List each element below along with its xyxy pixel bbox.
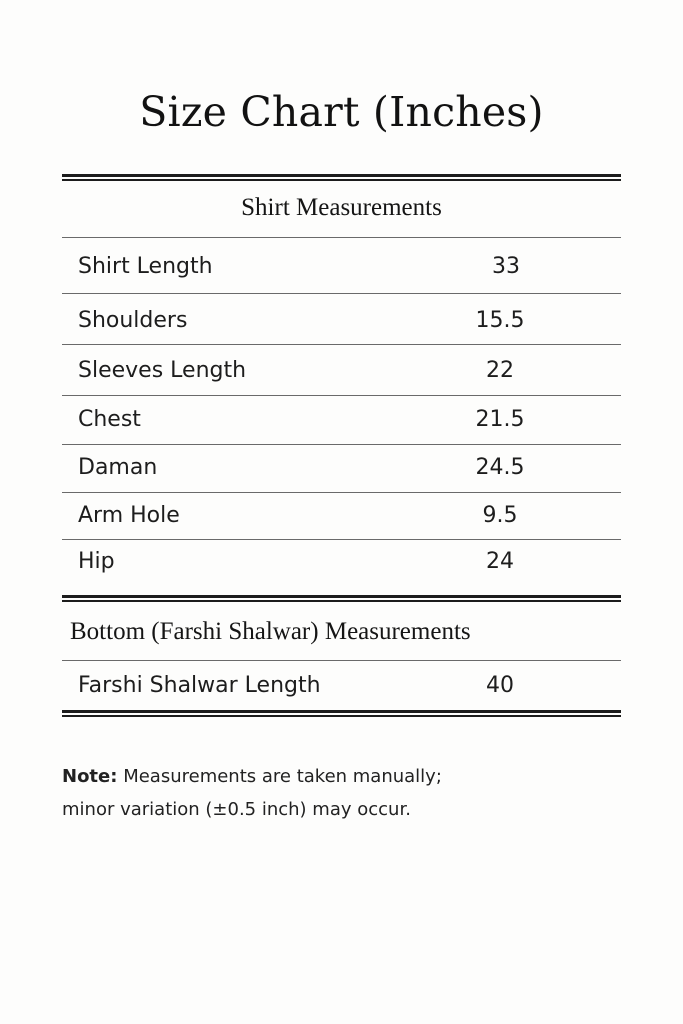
- note-label: Note:: [62, 766, 118, 787]
- note-text: [62, 760, 662, 826]
- measurement-value: 15.5: [475, 308, 525, 333]
- measurement-label: Chest: [78, 407, 141, 432]
- row-divider: [62, 344, 621, 345]
- measurement-value: 24.5: [475, 455, 525, 480]
- shirt-section-heading: Shirt Measurements: [241, 194, 442, 221]
- page-title: Size Chart (Inches): [139, 88, 544, 136]
- row-divider: [62, 395, 621, 396]
- row-divider: [62, 539, 621, 540]
- row-divider: [62, 293, 621, 294]
- row-divider: [62, 492, 621, 493]
- row-divider: [62, 444, 621, 445]
- note-line-1: Measurements are taken manually;: [123, 766, 442, 787]
- measurement-label: Daman: [78, 455, 158, 480]
- measurement-label: Shoulders: [78, 308, 188, 333]
- measurement-value: 24: [486, 549, 514, 574]
- measurement-value: 9.5: [482, 503, 518, 528]
- measurement-label: Sleeves Length: [78, 358, 247, 383]
- measurement-value: 22: [486, 358, 514, 383]
- bottom-section-heading: Bottom (Farshi Shalwar) Measurements: [70, 618, 471, 645]
- measurement-label: Shirt Length: [78, 254, 213, 279]
- row-divider: [62, 660, 621, 661]
- row-divider: [62, 237, 621, 238]
- measurement-label: Farshi Shalwar Length: [78, 673, 321, 698]
- measurement-label: Arm Hole: [78, 503, 180, 528]
- bottom-double-rule: [62, 710, 621, 717]
- measurement-value: 40: [486, 673, 514, 698]
- measurement-label: Hip: [78, 549, 115, 574]
- measurement-value: 21.5: [475, 407, 525, 432]
- note-line-2: minor variation (±0.5 inch) may occur.: [62, 799, 411, 820]
- measurement-value: 33: [492, 254, 520, 279]
- top-double-rule: [62, 174, 621, 181]
- section-double-rule: [62, 595, 621, 602]
